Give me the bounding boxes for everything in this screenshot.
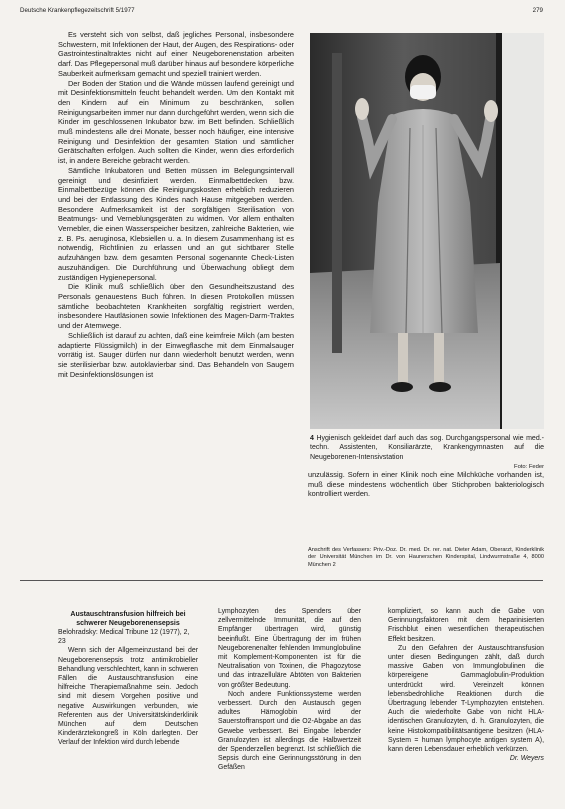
photo-credit: Foto: Feder (514, 463, 544, 470)
page-number: 279 (532, 6, 543, 14)
article-paragraph: Schließlich ist darauf zu achten, daß eine keimfreie Milch (am besten adaptierte Flüssigmilch) in der Einwegflasche mit dem Einmalsauger vorrätig ist. Sauger dürfen nur dann wiederholt benutzt werden, wenn sie sterilisierbar bzw. autoklavierbar sind. Das Behandeln von Saugern mit Desinfektionslösungen ist (58, 330, 294, 379)
figure-caption (310, 434, 544, 472)
article-paragraph: Es versteht sich von selbst, daß jegliches Personal, insbesondere Schwestern, mit Infektionen der Haut, der Augen, des Respirations- oder Gastrointestinaltraktes nicht auf einer Neugeborenenstation arbeiten darf. Das Pflegepersonal muß darüber hinaus auf besondere körperliche Sauberkeit aufmerksam gemacht und speziell trainiert werden. (58, 30, 294, 78)
abstract-paragraph: Zu den Gefahren der Austauschtransfusion unter diesen Bedingungen zählt, daß durch massive Gaben von Immunglobulinen die körpereigene Gammaglobulin-Produktion unterdrückt wird. Vereinzelt können lebensbedrohliche Reaktionen durch die Übertragung lebender T-Lymphozyten entstehen. Auch die wiederholte Gabe von nicht HLA-identischen Granulozyten, d. h. Granulozyten, die keine Histokompatibilitätsantigene besitzen (HLA-System = human lymphocyte antigen system A), kann deren Lebensdauer erheblich verkürzen. (388, 644, 544, 754)
abstract-paragraph: kompliziert, so kann auch die Gabe von Gerinnungsfaktoren mit dem heparinisierten Frischblut einen wesentlichen therapeutischen Effekt besitzen. (388, 608, 544, 643)
abstract-column-1 (58, 610, 198, 802)
section-divider (20, 580, 543, 581)
photo-nurse-in-gown (310, 33, 544, 429)
abstract-column-3 (388, 607, 544, 802)
article-paragraph: Die Klinik muß schließlich über den Gesundheitszustand des Personals genauestens Buch führen. In diesen Protokollen müssen sämtliche beobachteten Krankheiten sorgfältig registriert werden, insbesondere Hautläsionen sowie Infektionen des Magen-Darm-Traktes und der Atemwege. (58, 282, 294, 331)
abstract-title: Austauschtransfusion hilfreich bei schwerer Neugeborenensepsis (70, 611, 186, 627)
abstract-signature: Dr. Weyers (509, 755, 544, 763)
article-paragraph: unzulässig. Sofern in einer Klinik noch eine Milchküche vorhanden ist, muß diese mindestens wöchentlich über Stichproben bakteriologisch kontrolliert werden. (308, 470, 544, 499)
journal-title: Deutsche Krankenpflegezeitschrift 5/1977 (20, 6, 135, 14)
abstract-paragraph: Wenn sich der Allgemeinzustand bei der Neugeborenensepsis trotz antimikrobieller Behandlung verschlechtert, kann in schweren Fällen die Austauschtransfusion eine hilfreiche Therapiemaßnahme sein. Jedoch sind mit diesem Vorgehen positive und negative Auswirkungen verbunden, wie Referenten aus der Universitätskinderklinik München auf dem Deutschen Kinderärztekongreß in Köln darlegten. Der Verlauf der Infektion wird durch lebende (58, 647, 198, 747)
article-left-column (58, 30, 294, 562)
article-right-column (308, 470, 544, 530)
figure-caption-text: Hygienisch gekleidet darf auch das sog. Durchgangspersonal wie med.-techn. Assistenten, Konsiliarärzte, Krankengymnasten auf die Neugeborenen-Intensivstation (310, 435, 544, 461)
abstract-source: Belohradsky: Medical Tribune 12 (1977), 2, 23 (58, 629, 190, 646)
abstract-paragraph: Lymphozyten des Spenders über zellvermittelnde Immunität, die auf den Empfänger übertragen wird, günstig beeinflußt. Eine Übertragung der im frühen Neugeborenenalter fehlenden Immunglobuline mit Komplement-Komponenten ist für die Neutralisation von Toxinen, die Phagozytose und das intrazelluläre Abtöten von Bakterien von größter Bedeutung. (218, 608, 361, 689)
figure-number: 4 (310, 435, 314, 442)
page-header (20, 4, 543, 16)
abstract-paragraph: Noch andere Funktionssysteme werden verbessert. Durch den Austausch gegen adultes Hämoglobin wird der Sauerstoffransport und die O2-Abgabe an das Gewebe verbessert. Bei Eingabe lebender Granulozyten ist allerdings die Halbwertzeit der Spenderzellen begrenzt. Ist schließlich die Sepsis durch eine Gerinnungsstörung in den Gefäßen (218, 690, 361, 772)
figure-photo (310, 33, 544, 429)
abstract-column-2 (218, 607, 361, 802)
author-address: Anschrift des Verfassers: Priv.-Doz. Dr. med. Dr. rer. nat. Dieter Adam, Oberarzt, Kinderklinik der Universität München im Dr. von Haunerschen Kinderspital, Lindwurmstraße 4, 8000 München 2 (308, 547, 544, 568)
article-paragraph: Sämtliche Inkubatoren und Betten müssen im Belegungsintervall gereinigt und desinfiziert werden. Einmalbettdecken bzw. Einmalbettbezüge können die Reinigungskosten erheblich reduzieren und bei der Entlassung des Kindes nach Hause mitgegeben werden. Besondere Aufmerksamkeit ist der sorgfältigen Sterilisation von Beatmungs- und Verneblungsgeräten zu widmen. Vor allem enthalten Vernebler, die einen Wasserspeicher besitzen, zahlreiche Bakterien, wie z. B. Ps. aeruginosa, Klebsiellen u. a. In diesem Zusammenhang ist es notwendig, Richtlinien zu erlassen und an gut sichtbarer Stelle aufzuhängen bzw. dem gesamten Personal sogenannte Check-Listen auszuhändigen. Die Durchführung und Überwachung obliegt dem zuständigen Hygienepersonal. (58, 165, 294, 282)
article-paragraph: Der Boden der Station und die Wände müssen laufend gereinigt und mit Desinfektionsmitteln feucht behandelt werden. Um den Kontakt mit den Kindern auf ein Minimum zu beschränken, sollen Reinigungsarbeiten immer nur dann durchgeführt werden, wenn sich die Kinder im geschlossenen Inkubator bzw. im Bett befinden. Schließlich muß mindestens alle drei Monate, besser noch häufiger, eine intensive Reinigung und Desinfektion der gesamten Station und sämtlicher Gerätschaften erfolgen. Auch sollten die Kinder, wenn dies erforderlich ist, in andere Bereiche gebracht werden. (58, 78, 294, 166)
